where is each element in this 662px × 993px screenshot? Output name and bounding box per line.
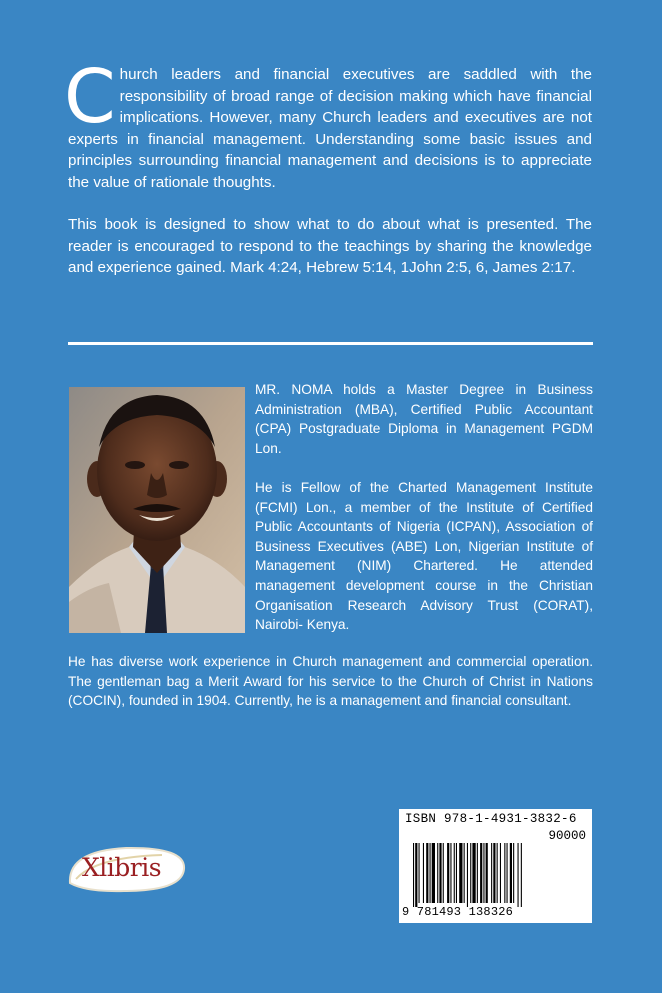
author-bio-degrees: MR. NOMA holds a Master Degree in Business Administration (MBA), Certified Public Accountant (CPA) Postgraduate Diploma in Management PGDM Lon. bbox=[255, 382, 593, 456]
book-purpose-paragraph: This book is designed to show what to do about what is presented. The reader is encouraged to respond to the teachings by sharing the knowledge and experience gained. Mark 4:24, Hebrew 5:14, 1John 2:5, 6, James 2:17. bbox=[68, 216, 592, 276]
barcode-bar bbox=[459, 843, 462, 903]
barcode-bar bbox=[486, 843, 488, 903]
barcode-bar bbox=[419, 843, 420, 903]
drop-cap: C bbox=[64, 54, 116, 140]
publisher-logo bbox=[66, 843, 188, 895]
barcode-bar bbox=[491, 843, 492, 903]
barcode-bar bbox=[500, 843, 501, 903]
barcode-bar bbox=[439, 843, 441, 903]
barcode-bar bbox=[483, 843, 484, 903]
barcode-bar bbox=[456, 843, 457, 903]
author-bio-experience: He has diverse work experience in Church management and commercial operation. The gentleman bag a Merit Award for his service to the Church of Christ in Nations (COCIN), founded in 1904. Currently, he is a management and financial consultant. bbox=[68, 654, 593, 709]
barcode-bar bbox=[413, 843, 414, 907]
intro-text: hurch leaders and financial executives are saddled with the responsibility of broad range of decision making which have financial implications. However, many Church leaders and executives are not experts in financial management. Understanding some basic issues and principles surrounding financial management and decisions is to appreciate the value of rationale thoughts. bbox=[68, 66, 592, 191]
isbn-number: ISBN 978-1-4931-3832-6 bbox=[405, 812, 577, 826]
barcode-bar bbox=[454, 843, 455, 903]
author-bio-memberships: He is Fellow of the Charted Management Institute (FCMI) Lon., a member of the Institute of Certified Public Accountants of Nigeria (ICPAN), Association of Business Executives (ABE) Lon, Nigerian Institute of Management (NIM) Chartered. He attended management development course in the Christian Organisation Research Advisory Trust (CORAT), Nairobi- Kenya. bbox=[255, 480, 593, 633]
barcode-bar bbox=[513, 843, 514, 903]
barcode-bar bbox=[480, 843, 482, 903]
publisher-name: Xlibris bbox=[82, 853, 162, 882]
barcode-bar bbox=[507, 843, 508, 903]
barcode-bar bbox=[415, 843, 417, 907]
barcode-digits: 9 781493 138326 bbox=[402, 905, 514, 919]
barcode-bar bbox=[477, 843, 478, 903]
barcode-bar bbox=[430, 843, 431, 903]
intro-paragraph bbox=[64, 54, 592, 193]
barcode-bar bbox=[467, 843, 468, 907]
barcode-bar bbox=[504, 843, 505, 903]
barcode-area bbox=[399, 809, 592, 923]
barcode-bar bbox=[464, 843, 465, 903]
barcode-bar bbox=[426, 843, 428, 903]
barcode-bar bbox=[423, 843, 424, 903]
barcode-bar bbox=[437, 843, 438, 903]
divider-line bbox=[68, 342, 593, 345]
barcode-bar bbox=[447, 843, 449, 903]
author-photo bbox=[69, 387, 245, 633]
barcode-bar bbox=[493, 843, 495, 903]
barcode-bar bbox=[470, 843, 471, 903]
barcode-bar bbox=[432, 843, 435, 903]
barcode-bar bbox=[450, 843, 451, 903]
barcode-bar bbox=[443, 843, 444, 903]
price-code: 90000 bbox=[548, 829, 586, 843]
barcode-bar bbox=[510, 843, 512, 903]
barcode-bar bbox=[521, 843, 522, 907]
barcode-bar bbox=[497, 843, 498, 903]
barcode-bar bbox=[472, 843, 475, 903]
barcode-bar bbox=[518, 843, 519, 907]
